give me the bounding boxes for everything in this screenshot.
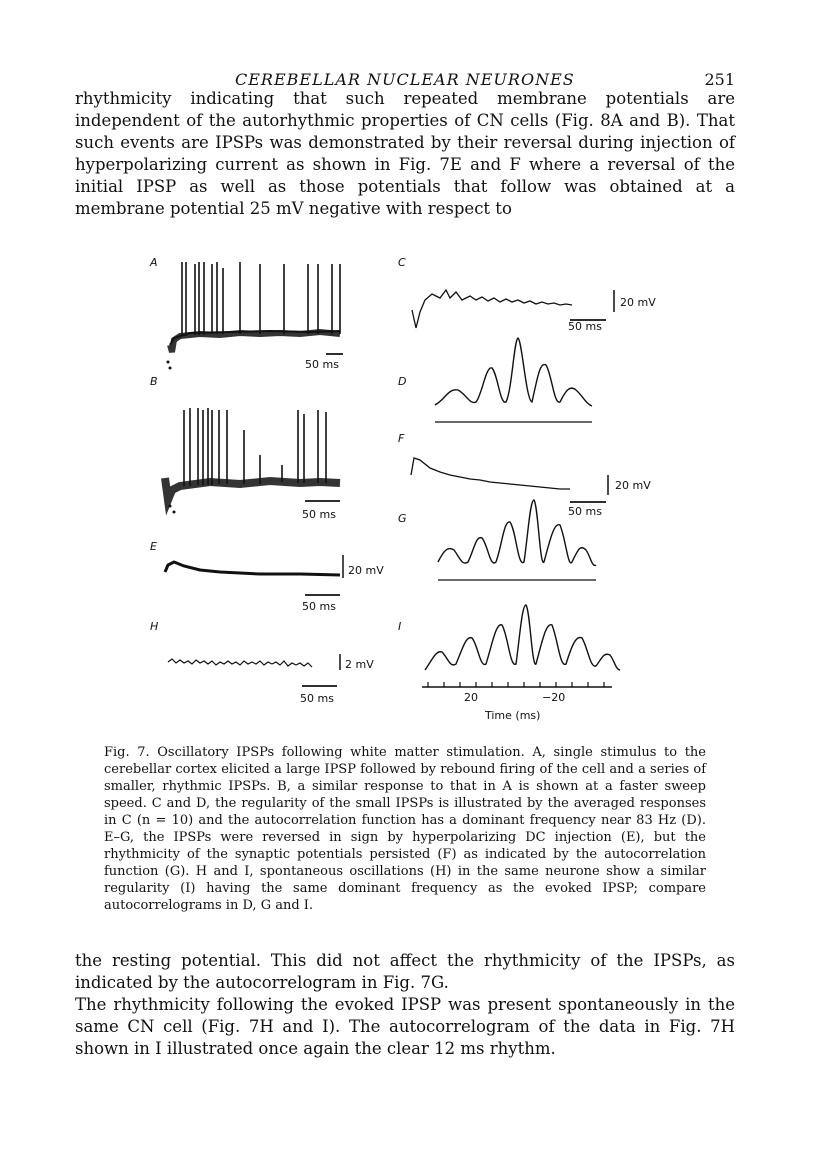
figure-7 (140, 250, 660, 730)
panel-label-b: B (150, 375, 158, 388)
autocorrelogram-i (425, 605, 620, 670)
trace-h (168, 659, 312, 667)
panel-label-h: H (150, 620, 159, 633)
paragraph-middle: the resting potential. This did not affect the rhythmicity of the IPSPs, as indicated by the autocorrelogram in Fig. 7G. (75, 951, 735, 992)
axis-tick-label-right: −20 (542, 691, 566, 704)
trace-e (165, 562, 340, 575)
panel-label-c: C (398, 256, 406, 269)
panel-label-f: F (398, 432, 405, 445)
paragraph-bottom: The rhythmicity following the evoked IPSP was present spontaneously in the same CN cell (Fig. 7H and I). The autocorrelogram of the data in Fig. 7H shown in I illustrated once again the clear 12 ms rhythm. (75, 995, 735, 1058)
page-number: 251 (704, 70, 735, 89)
paragraph-top: rhythmicity indicating that such repeated membrane potentials are independent of the autorhythmic properties of CN cells (Fig. 8A and B). That such events are IPSPs was demonstrated by their reversal during injection of hyperpolarizing current as shown in Fig. 7E and F where a reversal of the initial IPSP as well as those potentials that follow was obtained at a membrane potential 25 mV negative with respect to (75, 89, 735, 218)
scale-c-time: 50 ms (568, 320, 602, 333)
scale-f-time: 50 ms (568, 505, 602, 518)
trace-f (411, 458, 570, 489)
scale-e-time: 50 ms (302, 600, 336, 613)
scale-e-volt: 20 mV (348, 564, 384, 577)
panel-label-e: E (150, 540, 157, 553)
figure-caption: Fig. 7. Oscillatory IPSPs following white matter stimulation. A, single stimulus to the cerebellar cortex elicited a large IPSP followed by rebound firing of the cell and a series of smaller, rhythmic IPSPs. B, a similar response to that in A is shown at a faster sweep speed. C and D, the regularity of the small IPSPs is illustrated by the averaged responses in C (n = 10) and the autocorrelation function has a dominant frequency near 83 Hz (D). E–G, the IPSPs were reversed in sign by hyperpolarizing DC injection (E), but the rhythmicity of the synaptic potentials persisted (F) as indicated by the autocorrelation function (G). H and I, spontaneous oscillations (H) in the same neurone show a similar regularity (I) having the same dominant frequency as the evoked IPSP; compare autocorrelograms in D, G and I. (104, 745, 706, 913)
panel-label-g: G (398, 512, 407, 525)
autocorrelogram-d (435, 338, 592, 406)
panel-label-i: I (398, 620, 402, 633)
scale-c-volt: 20 mV (620, 296, 656, 309)
axis-xlabel: Time (ms) (485, 709, 541, 722)
trace-c (412, 290, 572, 328)
scale-h-time: 50 ms (300, 692, 334, 705)
scale-h-volt: 2 mV (345, 658, 374, 671)
scale-a-time: 50 ms (305, 358, 339, 371)
axis-tick-label-left: 20 (464, 691, 478, 704)
scale-f-volt: 20 mV (615, 479, 651, 492)
scale-b-time: 50 ms (302, 508, 336, 521)
trace-a (170, 262, 340, 352)
trace-b (165, 408, 340, 500)
panel-label-a: A (150, 256, 158, 269)
running-head: CEREBELLAR NUCLEAR NEURONES (235, 70, 575, 89)
panel-label-d: D (398, 375, 407, 388)
